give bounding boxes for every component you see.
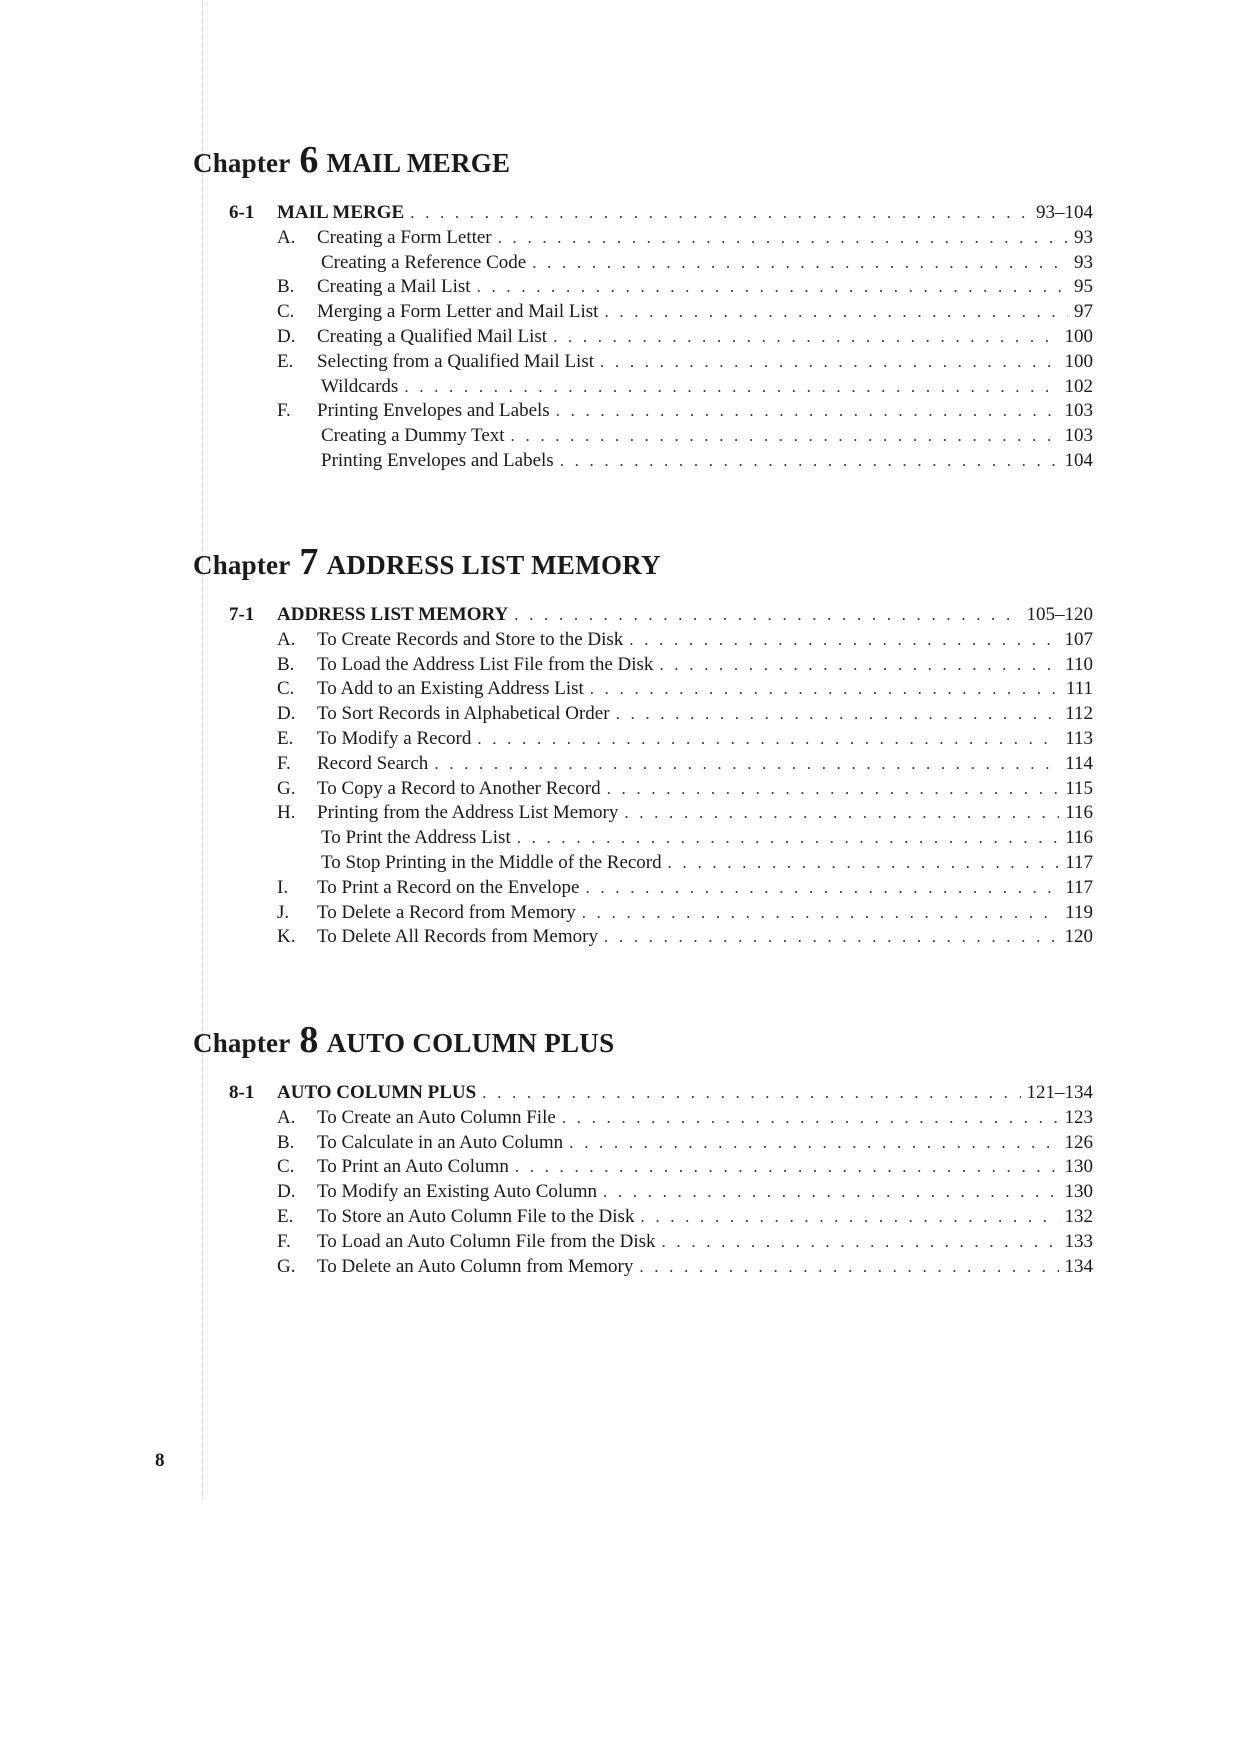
- entry-title: Creating a Mail List: [317, 276, 471, 298]
- entry-title: Selecting from a Qualified Mail List: [317, 350, 595, 372]
- entry-title: To Store an Auto Column File to the Disk: [317, 1205, 635, 1227]
- entry-title: To Print a Record on the Envelope: [317, 876, 580, 898]
- dot-leader: [477, 727, 1059, 752]
- entry-letter: D.: [277, 325, 296, 347]
- entry-title: To Create an Auto Column File: [317, 1106, 556, 1128]
- entry-title: Printing Envelopes and Labels: [317, 400, 550, 422]
- toc-entry[interactable]: [193, 603, 1093, 628]
- toc-entry[interactable]: [193, 251, 1093, 276]
- entry-line: [317, 653, 1093, 678]
- chapter-name: ADDRESS LIST MEMORY: [326, 550, 661, 580]
- dot-leader: [515, 1155, 1059, 1180]
- entry-line: [317, 1255, 1093, 1280]
- dot-leader: [569, 1131, 1058, 1156]
- entry-page-number: 123: [1064, 1106, 1093, 1128]
- entry-line: [317, 628, 1093, 653]
- entry-letter: D.: [277, 703, 296, 725]
- dot-leader: [498, 226, 1068, 251]
- toc-entry[interactable]: [193, 826, 1093, 851]
- entry-page-number: 112: [1065, 703, 1093, 725]
- entry-line: [317, 1205, 1093, 1230]
- chapter-number: 6: [299, 139, 319, 181]
- chapter-heading: [193, 1018, 1093, 1062]
- toc-entry[interactable]: [193, 275, 1093, 300]
- entry-page-number: 100: [1064, 325, 1093, 347]
- toc-entry[interactable]: [193, 226, 1093, 251]
- entry-line: [317, 275, 1093, 300]
- entry-page-number: 121–134: [1026, 1082, 1093, 1103]
- entry-letter: B.: [277, 1131, 295, 1153]
- entry-line: [321, 251, 1093, 276]
- entry-page-number: 114: [1065, 752, 1093, 774]
- entry-letter: H.: [277, 802, 296, 824]
- toc-entry[interactable]: [193, 449, 1093, 474]
- dot-leader: [586, 876, 1060, 901]
- entry-letter: F.: [277, 1230, 291, 1252]
- entry-line: [317, 1180, 1093, 1205]
- entry-letter: G.: [277, 1255, 296, 1277]
- toc-entry[interactable]: [193, 876, 1093, 901]
- chapter-word: Chapter: [193, 550, 291, 580]
- chapter-number: 8: [299, 1019, 319, 1061]
- page-number: 8: [155, 1450, 165, 1471]
- chapter-name: AUTO COLUMN PLUS: [326, 1028, 615, 1058]
- entry-page-number: 100: [1064, 350, 1093, 372]
- entry-line: [317, 226, 1093, 251]
- toc-entry[interactable]: [193, 1106, 1093, 1131]
- dot-leader: [624, 801, 1059, 826]
- dot-leader: [562, 1106, 1059, 1131]
- toc-entry[interactable]: [193, 752, 1093, 777]
- entry-line: [317, 876, 1093, 901]
- entry-page-number: 93: [1074, 226, 1093, 248]
- dot-leader: [560, 449, 1059, 474]
- chapter-heading: [193, 540, 1093, 584]
- entry-page-number: 93: [1074, 251, 1093, 273]
- entry-letter: C.: [277, 678, 295, 700]
- entry-letter: F.: [277, 400, 291, 422]
- dot-leader: [590, 677, 1060, 702]
- entry-title: To Sort Records in Alphabetical Order: [317, 703, 610, 725]
- entry-title: To Modify a Record: [317, 727, 472, 749]
- chapter-7-block: [193, 540, 1093, 950]
- dot-leader: [662, 1230, 1059, 1255]
- entry-line: [321, 424, 1093, 449]
- entry-title: Printing Envelopes and Labels: [321, 449, 554, 471]
- entry-line: [321, 851, 1093, 876]
- entry-page-number: 117: [1065, 876, 1093, 898]
- dot-leader: [603, 1180, 1059, 1205]
- entry-page-number: 116: [1065, 827, 1093, 849]
- entry-title: To Print an Auto Column: [317, 1156, 509, 1178]
- entry-page-number: 119: [1065, 901, 1093, 923]
- dot-leader: [659, 653, 1059, 678]
- chapter-name: MAIL MERGE: [326, 148, 511, 178]
- entry-letter: B.: [277, 276, 295, 298]
- entry-letter: J.: [277, 901, 290, 923]
- entry-page-number: 103: [1064, 425, 1093, 447]
- chapter-6-block: [193, 138, 1093, 474]
- entry-page-number: 120: [1064, 926, 1093, 948]
- entry-title: Creating a Reference Code: [321, 251, 527, 273]
- entry-title: AUTO COLUMN PLUS: [277, 1082, 477, 1103]
- entry-page-number: 110: [1065, 653, 1093, 675]
- entry-page-number: 111: [1065, 678, 1093, 700]
- entry-line: [317, 777, 1093, 802]
- entry-line: [317, 677, 1093, 702]
- entry-letter: A.: [277, 1106, 296, 1128]
- entry-letter: F.: [277, 752, 291, 774]
- entry-letter: D.: [277, 1181, 296, 1203]
- entry-page-number: 102: [1064, 375, 1093, 397]
- chapter-word: Chapter: [193, 1028, 291, 1058]
- toc-entry[interactable]: [193, 925, 1093, 950]
- entry-title: Creating a Dummy Text: [321, 425, 505, 447]
- entry-title: Creating a Qualified Mail List: [317, 325, 548, 347]
- entry-page-number: 126: [1064, 1131, 1093, 1153]
- dot-leader: [668, 851, 1060, 876]
- entry-title: Creating a Form Letter: [317, 226, 492, 248]
- dot-leader: [553, 325, 1058, 350]
- section-number: 8-1: [229, 1082, 255, 1103]
- entry-letter: A.: [277, 226, 296, 248]
- entry-line: [321, 826, 1093, 851]
- chapter-8-block: [193, 1018, 1093, 1279]
- entry-page-number: 104: [1064, 449, 1093, 471]
- entry-line: [321, 375, 1093, 400]
- entry-title: Record Search: [317, 752, 429, 774]
- entry-page-number: 134: [1064, 1255, 1093, 1277]
- dot-leader: [532, 251, 1068, 276]
- entry-letter: C.: [277, 301, 295, 323]
- toc-entry[interactable]: [193, 777, 1093, 802]
- toc-entry[interactable]: [193, 628, 1093, 653]
- toc-entry[interactable]: [193, 424, 1093, 449]
- entry-title: To Print the Address List: [321, 827, 511, 849]
- dot-leader: [410, 201, 1030, 226]
- entry-letter: I.: [277, 876, 289, 898]
- dot-leader: [640, 1205, 1058, 1230]
- entry-line: [317, 1155, 1093, 1180]
- dot-leader: [582, 901, 1059, 926]
- entry-title: To Load an Auto Column File from the Disk: [317, 1230, 656, 1252]
- entry-letter: A.: [277, 628, 296, 650]
- entry-title: To Modify an Existing Auto Column: [317, 1181, 597, 1203]
- entry-line: [317, 399, 1093, 424]
- toc-entry[interactable]: [193, 350, 1093, 375]
- entry-page-number: 107: [1064, 628, 1093, 650]
- entry-line: [317, 300, 1093, 325]
- entry-title: To Create Records and Store to the Disk: [317, 628, 624, 650]
- entry-page-number: 130: [1064, 1156, 1093, 1178]
- dot-leader: [639, 1255, 1058, 1280]
- chapter-number: 7: [299, 541, 319, 583]
- entry-letter: G.: [277, 777, 296, 799]
- toc-entry[interactable]: [193, 1155, 1093, 1180]
- dot-leader: [607, 777, 1060, 802]
- entry-page-number: 130: [1064, 1181, 1093, 1203]
- toc-list: [193, 603, 1093, 950]
- toc-entry[interactable]: [193, 677, 1093, 702]
- toc-entry[interactable]: [193, 901, 1093, 926]
- entry-title: To Delete All Records from Memory: [317, 926, 598, 948]
- dot-leader: [434, 752, 1059, 777]
- entry-title: To Stop Printing in the Middle of the Record: [321, 851, 662, 873]
- entry-letter: E.: [277, 350, 294, 372]
- dot-leader: [482, 1081, 1020, 1106]
- entry-title: Printing from the Address List Memory: [317, 802, 619, 824]
- toc-entry[interactable]: [193, 1180, 1093, 1205]
- entry-page-number: 117: [1065, 851, 1093, 873]
- entry-line: [317, 1230, 1093, 1255]
- section-number: 6-1: [229, 202, 255, 223]
- dot-leader: [517, 826, 1059, 851]
- toc-entry[interactable]: [193, 325, 1093, 350]
- dot-leader: [629, 628, 1058, 653]
- entry-line: [317, 325, 1093, 350]
- entry-line: [277, 1081, 1093, 1106]
- entry-title: To Copy a Record to Another Record: [317, 777, 601, 799]
- toc-entry[interactable]: [193, 1081, 1093, 1106]
- toc-list: [193, 201, 1093, 474]
- dot-leader: [477, 275, 1068, 300]
- entry-letter: B.: [277, 653, 295, 675]
- entry-title: To Calculate in an Auto Column: [317, 1131, 564, 1153]
- toc-entry[interactable]: [193, 801, 1093, 826]
- toc-list: [193, 1081, 1093, 1279]
- toc-entry[interactable]: [193, 300, 1093, 325]
- entry-line: [277, 603, 1093, 628]
- entry-page-number: 93–104: [1036, 202, 1093, 223]
- entry-letter: E.: [277, 1205, 294, 1227]
- toc-entry[interactable]: [193, 201, 1093, 226]
- entry-title: Merging a Form Letter and Mail List: [317, 301, 599, 323]
- entry-line: [317, 925, 1093, 950]
- toc-entry[interactable]: [193, 851, 1093, 876]
- entry-page-number: 113: [1065, 727, 1093, 749]
- dot-leader: [514, 603, 1020, 628]
- dot-leader: [556, 399, 1059, 424]
- toc-entry[interactable]: [193, 1131, 1093, 1156]
- entry-page-number: 133: [1064, 1230, 1093, 1252]
- dot-leader: [616, 702, 1060, 727]
- entry-title: ADDRESS LIST MEMORY: [277, 604, 509, 625]
- toc-entry[interactable]: [193, 375, 1093, 400]
- entry-title: To Load the Address List File from the Disk: [317, 653, 654, 675]
- entry-page-number: 116: [1065, 802, 1093, 824]
- dot-leader: [404, 375, 1058, 400]
- chapter-word: Chapter: [193, 148, 291, 178]
- entry-line: [317, 901, 1093, 926]
- toc-entry[interactable]: [193, 727, 1093, 752]
- dot-leader: [604, 300, 1068, 325]
- entry-letter: E.: [277, 727, 294, 749]
- entry-title: To Delete an Auto Column from Memory: [317, 1255, 634, 1277]
- dot-leader: [511, 424, 1059, 449]
- dot-leader: [600, 350, 1058, 375]
- entry-line: [317, 1131, 1093, 1156]
- entry-page-number: 103: [1064, 400, 1093, 422]
- entry-title: Wildcards: [321, 375, 399, 397]
- entry-line: [321, 449, 1093, 474]
- entry-page-number: 132: [1064, 1205, 1093, 1227]
- section-number: 7-1: [229, 604, 255, 625]
- entry-line: [317, 1106, 1093, 1131]
- entry-line: [317, 727, 1093, 752]
- entry-letter: C.: [277, 1156, 295, 1178]
- toc-entry[interactable]: [193, 399, 1093, 424]
- toc-entry[interactable]: [193, 1230, 1093, 1255]
- toc-entry[interactable]: [193, 1205, 1093, 1230]
- entry-page-number: 115: [1065, 777, 1093, 799]
- entry-line: [317, 702, 1093, 727]
- dot-leader: [604, 925, 1059, 950]
- chapter-heading: [193, 138, 1093, 182]
- entry-line: [317, 801, 1093, 826]
- entry-line: [317, 752, 1093, 777]
- entry-title: To Delete a Record from Memory: [317, 901, 576, 923]
- toc-entry[interactable]: [193, 653, 1093, 678]
- toc-entry[interactable]: [193, 702, 1093, 727]
- entry-line: [317, 350, 1093, 375]
- entry-page-number: 95: [1074, 276, 1093, 298]
- entry-page-number: 105–120: [1026, 604, 1093, 625]
- toc-entry[interactable]: [193, 1255, 1093, 1280]
- entry-title: MAIL MERGE: [277, 202, 405, 223]
- entry-title: To Add to an Existing Address List: [317, 678, 584, 700]
- entry-line: [277, 201, 1093, 226]
- entry-letter: K.: [277, 926, 296, 948]
- entry-page-number: 97: [1074, 301, 1093, 323]
